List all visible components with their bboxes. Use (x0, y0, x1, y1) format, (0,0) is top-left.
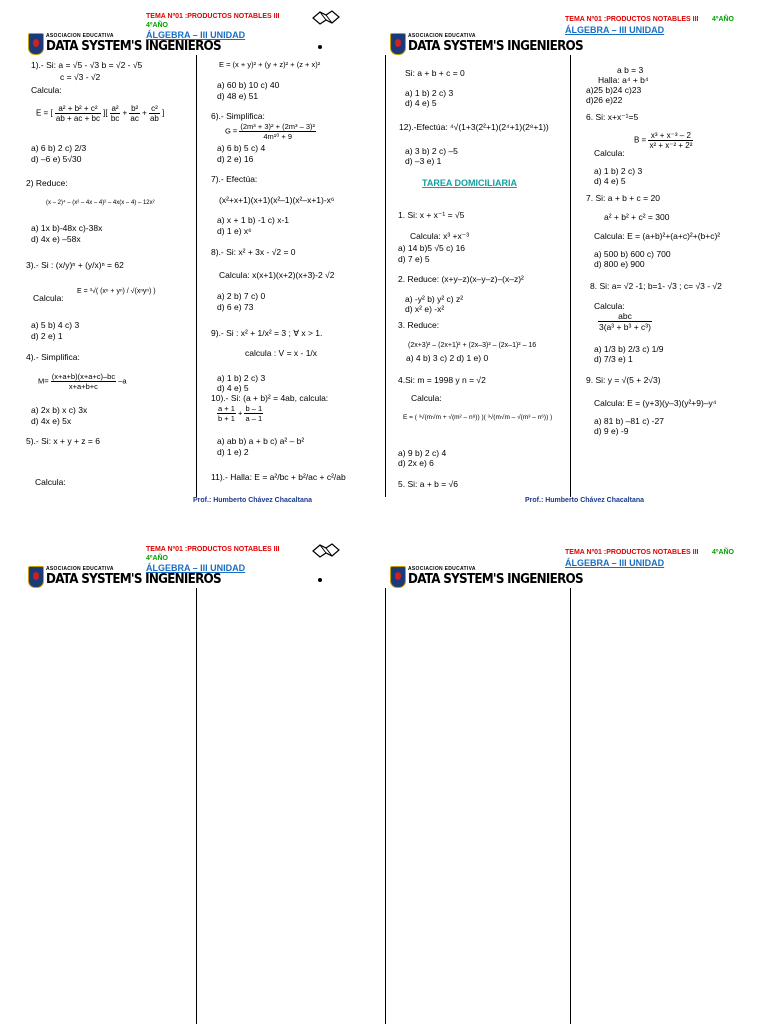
column-divider (570, 588, 571, 1024)
grade-label: 4ºAÑO (712, 549, 735, 556)
problem-1-c: c = √3 - √2 (60, 72, 101, 82)
problem-6-expr: G = $\frac{\text{(2m³ + 3)² + (2m³ – 3)²}}{\text{4m¹⁰ + 9}}$ (225, 122, 315, 141)
problem-8-options: a) 2 b) 7 c) 0 (217, 291, 266, 301)
shield-icon (28, 33, 44, 55)
problem-8: 8).- Si: x² + 3x - √2 = 0 (211, 247, 296, 257)
homework-3: 3. Reduce: (398, 320, 440, 330)
school-logo (390, 566, 583, 590)
professor-credit: Prof.: Humberto Chávez Chacaltana (193, 497, 313, 504)
homework-7-options: d) 800 e) 900 (594, 259, 645, 269)
problem-9-calc: calcula : V = x - 1/x (245, 348, 318, 358)
homework-6-options: d) 4 e) 5 (594, 176, 626, 186)
problem-3-options: d) 2 e) 1 (31, 331, 63, 341)
problem-9: 9).- Si : x² + 1/x² = 3 ; ∀ x > 1. (211, 328, 323, 338)
problem-2-expr: (x – 2)⁴ – (x² – 4x – 4)² – 4x(x – 4) – 12x² (46, 200, 155, 206)
bullet-dot (318, 578, 322, 582)
logo-small-text: ASOCIACION EDUCATIVA (408, 566, 476, 572)
problem-2: 2) Reduce: (26, 178, 68, 188)
problem-6-options: a) 6 b) 5 c) 4 (217, 143, 266, 153)
homework-6-options: a) 1 b) 2 c) 3 (594, 166, 643, 176)
homework-5-options: d)26 e)22 (586, 95, 623, 105)
problem-5-options: d) 48 e) 51 (217, 91, 259, 101)
homework-9-calc: Calcula: E = (y+3)(y–3)(y²+9)–y⁴ (594, 398, 717, 408)
homework-9-options: a) 81 b) –81 c) -27 (594, 416, 664, 426)
problem-1: 1).- Si: a = √5 - √3 b = √2 - √5 (31, 60, 143, 70)
shield-icon (390, 33, 406, 55)
homework-8-expr (598, 311, 652, 332)
homework-8: 8. Si: a= √2 -1; b=1- √3 ; c= √3 - √2 (590, 281, 722, 291)
homework-5: 5. Si: a + b = √6 (398, 479, 458, 489)
problem-2-options: d) 4x e) –58x (31, 234, 81, 244)
homework-4: 4.Si: m = 1998 y n = √2 (398, 375, 486, 385)
homework-1: 1. Si: x + x⁻¹ = √5 (398, 210, 465, 220)
problem-3: 3).- Si : (x/y)ⁿ + (y/x)ⁿ = 62 (26, 260, 124, 270)
homework-9-options: d) 9 e) -9 (594, 426, 629, 436)
column-divider (385, 588, 386, 1024)
homework-9: 9. Si: y = √(5 + 2√3) (586, 375, 661, 385)
problem-12-options: d) –3 e) 1 (405, 156, 442, 166)
grade-label: 4ºAÑO (712, 16, 735, 23)
homework-4-options: a) 9 b) 2 c) 4 (398, 448, 447, 458)
problem-2-options: a) 1x b)-48x c)-38x (31, 223, 103, 233)
homework-6-calc: Calcula: (594, 148, 625, 158)
homework-7-options: a) 500 b) 600 c) 700 (594, 249, 671, 259)
problem-3-calc: Calcula: (33, 293, 64, 303)
professor-credit: Prof.: Humberto Chávez Chacaltana (525, 497, 645, 504)
problem-10-options: d) 1 e) 2 (217, 447, 249, 457)
handshake-icon (312, 8, 340, 26)
column-divider (196, 588, 197, 1024)
tema-title: TEMA Nº01 :PRODUCTOS NOTABLES III (565, 549, 699, 556)
homework-2-options: d) x² e) -x² (405, 304, 445, 314)
homework-4-expr: E = ( ³√(m√m + √(m² – n⁸)) )( ³√(m√m – √(m³ – n⁶)) ) (403, 414, 553, 421)
problem-11: 11).- Halla: E = a²/bc + b²/ac + c²/ab (211, 472, 346, 482)
problem-9-options: d) 4 e) 5 (217, 383, 249, 393)
problem-10: 10).- Si: (a + b)² = 4ab, calcula: (211, 393, 329, 403)
homework-4-calc: Calcula: (411, 393, 442, 403)
homework-5-options: a)25 b)24 c)23 (586, 85, 642, 95)
bullet-dot (318, 45, 322, 49)
problem-12: 12).-Efectúa: ⁴√(1+3(2²+1)(2⁴+1)(2⁸+1)) (399, 122, 549, 132)
grade-label: 4ºAÑO (146, 555, 169, 562)
problem-3-expr: E = ³√( (xⁿ + yⁿ) / √(xⁿyⁿ) ) (77, 288, 156, 295)
homework-2: 2. Reduce: (x+y–z)(x–y–z)–(x–z)² (398, 274, 524, 284)
problem-10-options: a) ab b) a + b c) a² – b² (217, 436, 305, 446)
homework-5-find: Halla: a⁴ + b⁴ (598, 75, 649, 85)
homework-8-den: 3(a³ + b³ + c³) (599, 322, 651, 332)
grade-label: 4ºAÑO (146, 22, 169, 29)
problem-4-options: a) 2x b) x c) 3x (31, 405, 88, 415)
tema-title: TEMA Nº01 :PRODUCTOS NOTABLES III (146, 546, 280, 553)
homework-6-expr: B = $\frac{\text{x³ + x⁻³ – 2}}{\text{x² + x⁻² + 2²}}$ (634, 131, 693, 150)
subject-line: ÁLGEBRA – III UNIDAD (565, 558, 665, 568)
problem-4: 4).- Simplifica: (26, 352, 80, 362)
homework-2-options: a) -y² b) y² c) z² (405, 294, 464, 304)
problem-4-options: d) 4x e) 5x (31, 416, 72, 426)
problem-4-expr: M= $\frac{(x+a+b)(x+a+c)-bc}{x+a+b+c}$ –a (38, 372, 127, 391)
problem-5-expr: E = (x + y)² + (y + z)² + (z + x)² (219, 60, 321, 69)
logo-small-text: ASOCIACION EDUCATIVA (46, 33, 114, 39)
logo-big-text: DATA SYSTEM'S INGENIEROS (46, 39, 221, 54)
tema-title: TEMA Nº01 :PRODUCTOS NOTABLES III (146, 13, 280, 20)
logo-big-text: DATA SYSTEM'S INGENIEROS (408, 572, 583, 587)
problem-1-expr: E = [ $\frac{\text{a² + b² + c²}}{ab + ac + bc}$ ][ $\frac{\text{a²}}{bc}$ + $\frac{\text{b²}}{ac}$ + $\frac{\text{c²}}{ab}$ ] (36, 104, 165, 123)
problem-11-options: d) 4 e) 5 (405, 98, 437, 108)
homework-8-options: a) 1/3 b) 2/3 c) 1/9 (594, 344, 664, 354)
problem-3-options: a) 5 b) 4 c) 3 (31, 320, 80, 330)
column-divider (385, 55, 386, 497)
logo-small-text: ASOCIACION EDUCATIVA (408, 33, 476, 39)
homework-7: 7. Si: a + b + c = 20 (586, 193, 660, 203)
column-divider (196, 55, 197, 497)
logo-small-text: ASOCIACION EDUCATIVA (46, 566, 114, 572)
homework-3-options: a) 4 b) 3 c) 2 d) 1 e) 0 (406, 353, 489, 363)
homework-7-cond: a² + b² + c² = 300 (604, 212, 670, 222)
logo-big-text: DATA SYSTEM'S INGENIEROS (46, 572, 221, 587)
problem-1-options: d) –6 e) 5√30 (31, 154, 82, 164)
problem-10-expr: $\frac{a + 1}{b + 1}$ + $\frac{b - 1}{a - 1}$ (218, 404, 263, 423)
homework-1-calc: Calcula: x³ +x⁻³ (410, 231, 470, 241)
problem-7-options: a) x + 1 b) -1 c) x-1 (217, 215, 290, 225)
homework-8-options: d) 7/3 e) 1 (594, 354, 633, 364)
homework-4-options: d) 2x e) 6 (398, 458, 434, 468)
problem-7: 7).- Efectúa: (211, 174, 258, 184)
homework-8-calc: Calcula: (594, 301, 625, 311)
problem-5-calc: Calcula: (35, 477, 66, 487)
problem-8-options: d) 6 e) 73 (217, 302, 254, 312)
shield-icon (28, 566, 44, 588)
problem-11-options: a) 1 b) 2 c) 3 (405, 88, 454, 98)
tema-title: TEMA Nº01 :PRODUCTOS NOTABLES III (565, 16, 699, 23)
problem-1-calc: Calcula: (31, 85, 62, 95)
homework-1-options: a) 14 b)5 √5 c) 16 (398, 243, 466, 253)
problem-11-cond: Si: a + b + c = 0 (405, 68, 465, 78)
problem-5: 5).- Si: x + y + z = 6 (26, 436, 100, 446)
problem-7-expr: (x²+x+1)(x+1)(x²–1)(x²–x+1)-x⁶ (219, 195, 335, 205)
problem-5-options: a) 60 b) 10 c) 40 (217, 80, 280, 90)
homework-5-cond: a b = 3 (617, 65, 644, 75)
problem-6: 6).- Simplifica: (211, 111, 265, 121)
problem-9-options: a) 1 b) 2 c) 3 (217, 373, 266, 383)
homework-3-expr: (2x+3)² – (2x+1)² + (2x–3)² – (2x–1)² – 16 (408, 342, 537, 349)
subject-line: ÁLGEBRA – III UNIDAD (146, 30, 246, 40)
problem-8-calc: Calcula: x(x+1)(x+2)(x+3)-2 √2 (219, 270, 335, 280)
problem-6-options: d) 2 e) 16 (217, 154, 254, 164)
column-divider (570, 55, 571, 497)
problem-12-options: a) 3 b) 2 c) –5 (405, 146, 458, 156)
handshake-icon (312, 541, 340, 559)
logo-big-text: DATA SYSTEM'S INGENIEROS (408, 39, 583, 54)
problem-1-options: a) 6 b) 2 c) 2/3 (31, 143, 87, 153)
homework-6: 6. Si: x+x⁻¹=5 (586, 112, 639, 122)
tarea-title: TAREA DOMICILIARIA (422, 178, 517, 188)
shield-icon (390, 566, 406, 588)
subject-line: ÁLGEBRA – III UNIDAD (146, 563, 246, 573)
subject-line: ÁLGEBRA – III UNIDAD (565, 25, 665, 35)
homework-7-calc: Calcula: E = (a+b)²+(a+c)²+(b+c)² (594, 231, 721, 241)
homework-1-options: d) 7 e) 5 (398, 254, 430, 264)
problem-7-options: d) 1 e) x⁶ (217, 226, 252, 236)
school-logo (390, 33, 583, 57)
homework-8-num: abc (598, 311, 652, 322)
